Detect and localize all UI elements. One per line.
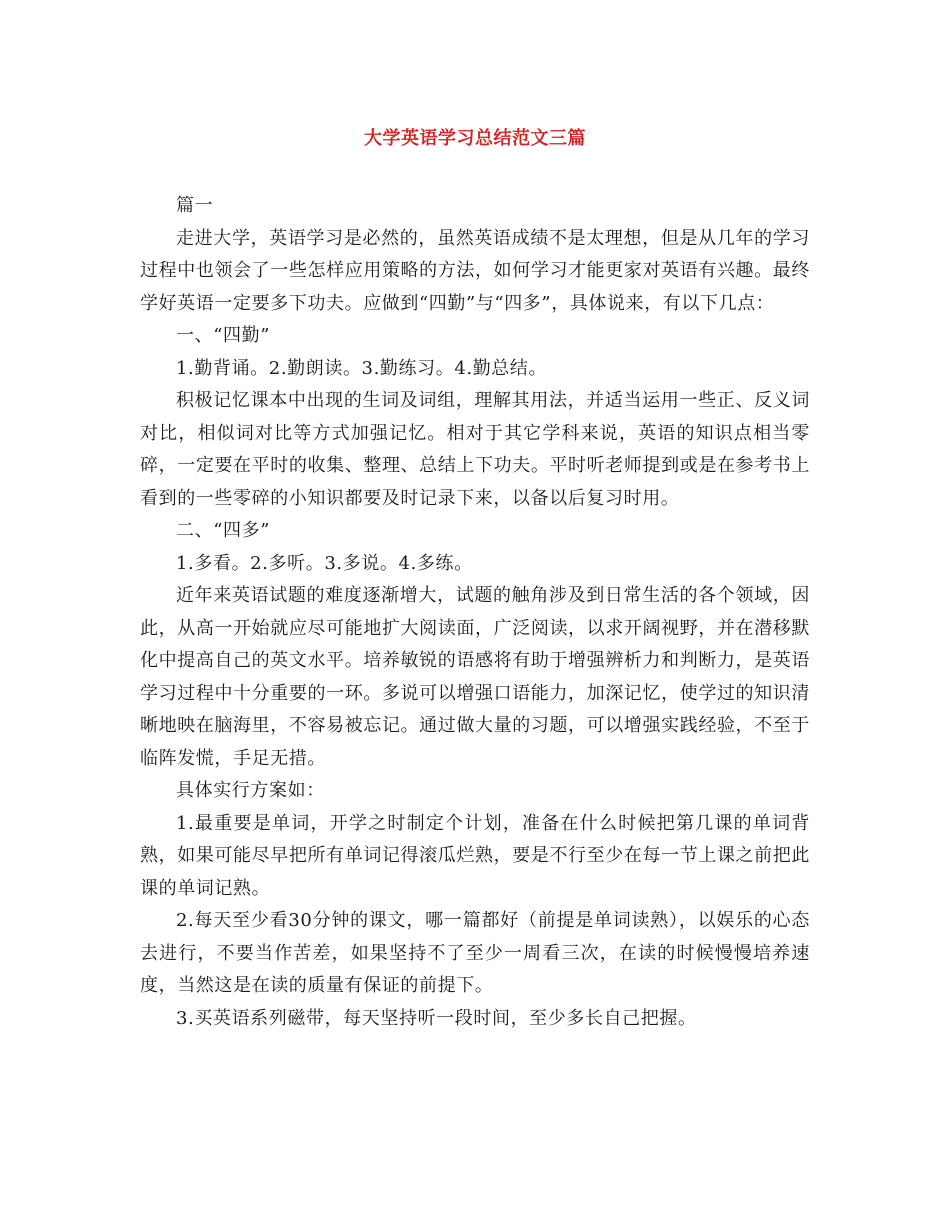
section-heading-four-more: 二、“四多”: [176, 520, 271, 541]
plan-item-1: 1.最重要是单词，开学之时制定个计划，准备在什么时候把第几课的单词背熟，如果可能尽早把所有单词记得滚瓜烂熟，要是不行至少在每一节上课之前把此课的单词记熟。: [140, 812, 810, 899]
document-body: [140, 190, 810, 1035]
section-heading-plan: 具体实行方案如：: [176, 780, 325, 801]
section-heading-four-diligence: 一、“四勤”: [176, 325, 271, 346]
plan-item-3: 3.买英语系列磁带，每天坚持听一段时间，至少多长自己把握。: [176, 1007, 697, 1029]
section-heading-part-one: 篇一: [176, 195, 214, 216]
plan-item-2: 2.每天至少看30分钟的课文，哪一篇都好（前提是单词读熟），以娱乐的心态去进行，不要当作苦差，如果坚持不了至少一周看三次，在读的时候慢慢培养速度，当然这是在读的质量有保证的前提下。: [140, 910, 810, 996]
paragraph-reading: 近年来英语试题的难度逐渐增大，试题的触角涉及到日常生活的各个领域，因此，从高一开始就应尽可能地扩大阅读面，广泛阅读，以求开阔视野，并在潜移默化中提高自己的英文水平。培养敏锐的语感将有助于增强辨析力和判断力，是英语学习过程中十分重要的一环。多说可以增强口语能力，加深记忆，使学过的知识清晰地映在脑海里，不容易被忘记。通过做大量的习题，可以增强实践经验，不至于临阵发慌，手足无措。: [140, 585, 810, 769]
list-four-diligence: 1.勤背诵。2.勤朗读。3.勤练习。4.勤总结。: [176, 357, 548, 379]
paragraph-intro: 走进大学，英语学习是必然的，虽然英语成绩不是太理想，但是从几年的学习过程中也领会了一些怎样应用策略的方法，如何学习才能更家对英语有兴趣。最终学好英语一定要多下功夫。应做到“四勤”与“四多”，具体说来，有以下几点：: [140, 227, 810, 314]
list-four-more: 1.多看。2.多听。3.多说。4.多练。: [176, 552, 473, 574]
paragraph-memorization: 积极记忆课本中出现的生词及词组，理解其用法，并适当运用一些正、反义词对比，相似词对比等方式加强记忆。相对于其它学科来说，英语的知识点相当零碎，一定要在平时的收集、整理、总结上下功夫。平时听老师提到或是在参考书上看到的一些零碎的小知识都要及时记录下来，以备以后复习时用。: [140, 390, 810, 509]
document-title: 大学英语学习总结范文三篇: [364, 128, 586, 149]
